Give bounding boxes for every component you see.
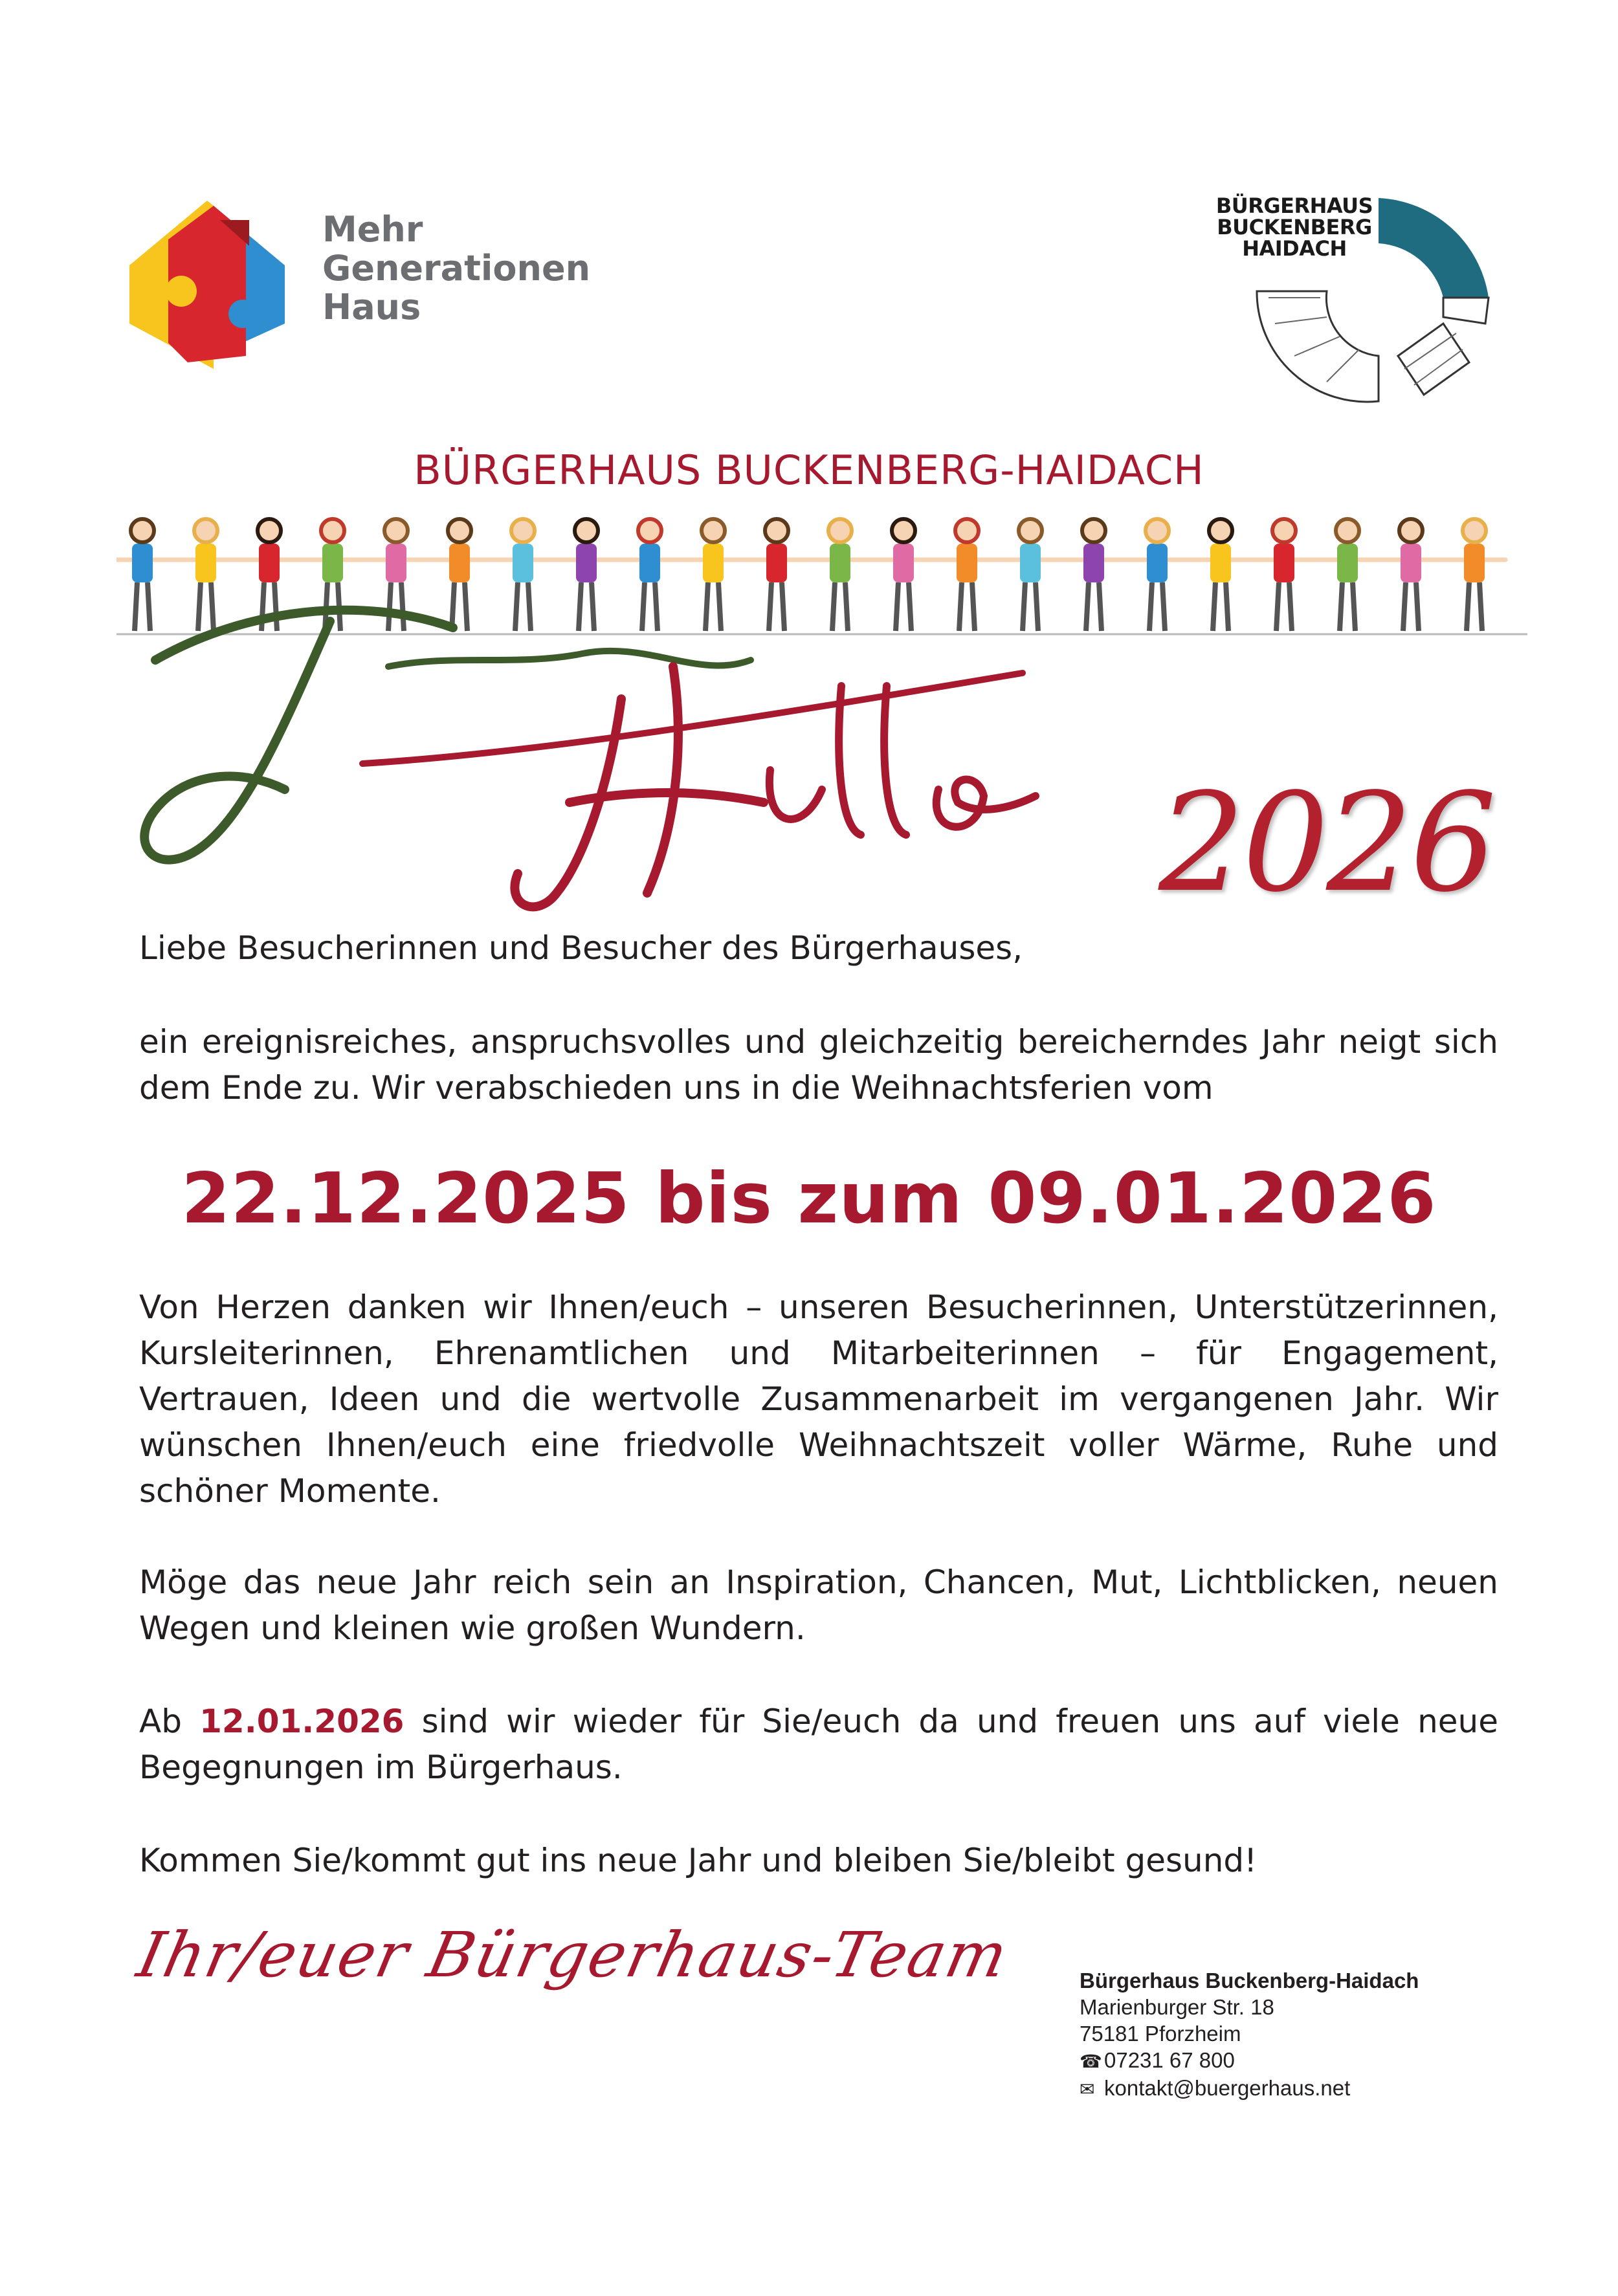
team-signature: Ihr/euer Bürgerhaus-Team — [131, 1919, 1015, 1991]
farewell: Kommen Sie/kommt gut ins neue Jahr und bleiben Sie/bleibt gesund! — [139, 1842, 1258, 1879]
holiday-date-range: 22.12.2025 bis zum 09.01.2026 — [181, 1158, 1437, 1239]
mehrgenerationenhaus-logo-text — [322, 210, 590, 327]
thanks-paragraph: Von Herzen danken wir Ihnen/euch – unseren Besucherinnen, Unterstützerinnen, Kursleiterinnen, Ehrenamtlichen und Mitarbeiterinnen – für Engagement, Vertrauen, Ideen und die wertvolle Zusammenarbeit im vergangenen Jahr. Wir wünschen Ihnen/euch eine friedvolle Weihnachtszeit voller Wärme, Ruhe und schöner Momente. — [139, 1288, 1498, 1510]
logo-line: HAIDACH — [1242, 236, 1347, 261]
reopen-date: 12.01.2026 — [199, 1703, 404, 1740]
new-year-number: 2026 — [1158, 764, 1494, 922]
logo-line: BUCKENBERG — [1217, 215, 1372, 239]
contact-phone-row — [1080, 2047, 1419, 2075]
contact-email[interactable]: kontakt@buergerhaus.net — [1104, 2076, 1351, 2100]
contact-street: Marienburger Str. 18 — [1080, 1995, 1274, 2019]
contact-block — [1080, 1967, 1419, 2103]
logo-line: BÜRGERHAUS — [1215, 193, 1373, 218]
logo-line: Generationen — [322, 248, 591, 289]
wishes-paragraph: Möge das neue Jahr reich sein an Inspiration, Chancen, Mut, Lichtblicken, neuen Wegen und kleinen wie großen Wundern. — [139, 1563, 1498, 1647]
logo-line: Mehr — [322, 209, 423, 250]
reopen-suffix: sind wir wieder für Sie/euch da und freuen uns auf viele neue Begegnungen im Bürgerhaus. — [139, 1703, 1498, 1786]
greeting: Liebe Besucherinnen und Besucher des Bürgerhauses, — [139, 929, 1023, 967]
mail-icon: ✉ — [1080, 2079, 1095, 2099]
phone-icon: ☎ — [1080, 2051, 1102, 2071]
contact-email-row — [1080, 2075, 1419, 2103]
mehrgenerationenhaus-logo-icon — [116, 194, 298, 369]
reopen-prefix: Ab — [139, 1703, 182, 1740]
logo-line: Haus — [322, 287, 421, 327]
organization-title: BÜRGERHAUS BUCKENBERG-HAIDACH — [414, 447, 1204, 494]
intro-paragraph: ein ereignisreiches, anspruchsvolles und gleichzeitig bereicherndes Jahr neigt sich dem Ende zu. Wir verabschieden uns in die Weihnachtsferien vom — [139, 1023, 1498, 1107]
reopen-paragraph — [139, 1699, 1498, 1791]
contact-city: 75181 Pforzheim — [1080, 2022, 1241, 2046]
buergerhaus-logo-text — [1201, 195, 1388, 259]
contact-name: Bürgerhaus Buckenberg-Haidach — [1080, 1969, 1419, 1992]
contact-phone[interactable]: 07231 67 800 — [1104, 2048, 1235, 2072]
